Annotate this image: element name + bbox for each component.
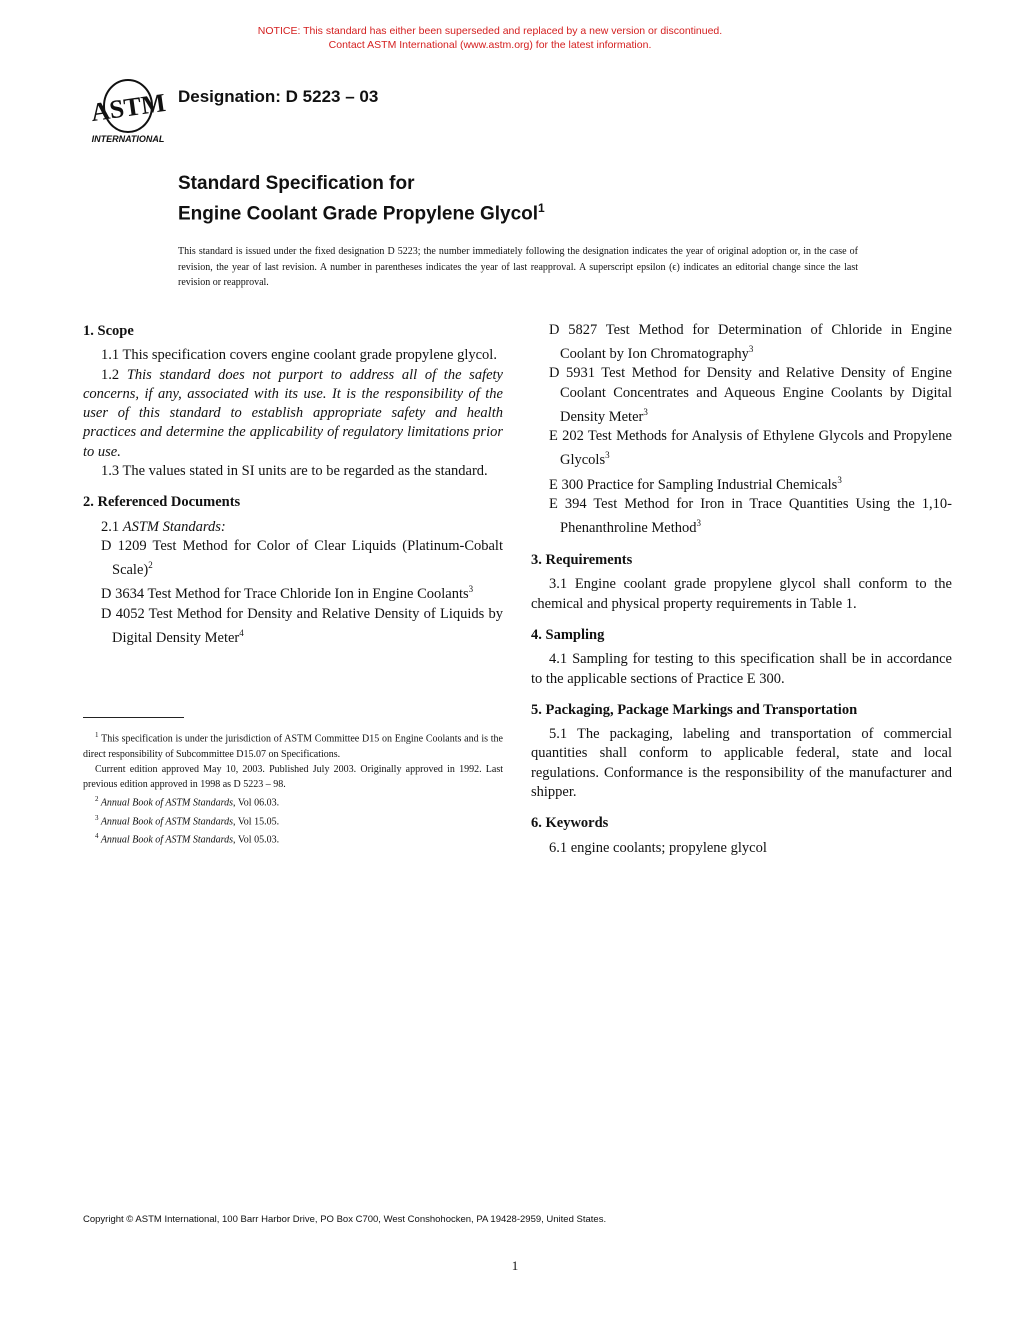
ref-d5827: D 5827 Test Method for Determination of Chloride in Engine Coolant by Ion Chromatography$^3$ [549,322,952,363]
footnote-1b: Current edition approved May 10, 2003. Published July 2003. Originally approved in 1992. Last previous edition approved in 1998 as D 5223 – 98. [83,763,503,790]
ref-e202: E 202 Test Methods for Analysis of Ethylene Glycols and Propylene Glycols$^3$ [549,428,952,469]
ref-d3634: D 3634 Test Method for Trace Chloride Ion in Engine Coolants$^3$ [101,584,474,603]
section-keywords-heading: 6. Keywords [531,815,609,832]
section-requirements-heading: 3. Requirements [531,552,633,569]
packaging-5-1: 5.1 The packaging, labeling and transportation of commercial quantities shall conform to applicable federal, state and local regulations. Conformance is the responsibility of the manufacturer and shipper. [531,726,952,801]
copyright-line: Copyright © ASTM International, 100 Barr Harbor Drive, PO Box C700, West Conshohocken, PA 19428-2959, United States. [83,1214,607,1225]
scope-1-1: 1.1 This specification covers engine coolant grade propylene glycol. [101,347,497,364]
footnote-2: $^2$ Annual Book of ASTM Standards, Vol 06.03. [95,795,280,809]
ref-e394: E 394 Test Method for Iron in Trace Quantities Using the 1,10-Phenanthroline Method$^3$ [549,495,952,536]
section-packaging-heading: 5. Packaging, Package Markings and Transportation [531,701,858,718]
section-scope-heading: 1. Scope [83,323,134,339]
footnotes [83,728,503,848]
notice-line-1: NOTICE: This standard has either been superseded and replaced by a new version or discontinued. [257,25,723,37]
requirements-3-1: 3.1 Engine coolant grade propylene glycol shall conform to the chemical and physical property requirements in Table 1. [531,576,952,612]
ref-e300: E 300 Practice for Sampling Industrial Chemicals$^3$ [549,474,842,493]
footnote-1: $^1$ This specification is under the jurisdiction of ASTM Committee D15 on Engine Coolants and is the direct responsibility of Subcommittee D15.07 on Specifications. [83,731,503,760]
page-number: 1 [511,1258,519,1273]
page-title [178,172,545,226]
title-footnote-ref: 1 [538,201,545,215]
astm-logo-letters: ASTM [88,87,168,128]
footnote-4: $^4$ Annual Book of ASTM Standards, Vol 05.03. [95,832,280,846]
scope-1-2: 1.2 This standard does not purport to address all of the safety concerns, if any, associated with its use. It is the responsibility of the user of this standard to establish appropriate safety and health practices and determine the applicability of regulatory limitations prior to use. [83,366,503,460]
ref-d4052: D 4052 Test Method for Density and Relative Density of Liquids by Digital Density Meter$^4$ [101,605,503,646]
ref-d1209: D 1209 Test Method for Color of Clear Liquids (Platinum-Cobalt Scale)$^2$ [101,537,503,579]
title-line-2: Engine Coolant Grade Propylene Glycol [178,203,539,225]
notice-line-2: Contact ASTM International (www.astm.org) for the latest information. [328,39,652,51]
logo-international-text: INTERNATIONAL [91,134,165,144]
intro-paragraph: This standard is issued under the fixed designation D 5223; the number immediately following the designation indicates the year of original adoption or, in the case of revision, the year of last revision. A number in parentheses indicates the year of last reapproval. A superscript epsilon (ϵ) indicates an editorial change since the last revision or reapproval. [178,246,858,288]
sampling-4-1: 4.1 Sampling for testing to this specification shall be in accordance to the applicable sections of Practice E 300. [531,651,952,687]
keywords-6-1: 6.1 engine coolants; propylene glycol [549,839,767,856]
title-line-1: Standard Specification for [178,173,415,194]
left-column [83,322,503,648]
section-sampling-heading: 4. Sampling [531,627,605,643]
scope-1-3: 1.3 The values stated in SI units are to be regarded as the standard. [101,463,488,480]
section-referenced-heading: 2. Referenced Documents [83,494,241,511]
ref-d5931: D 5931 Test Method for Density and Relative Density of Engine Coolant Concentrates and Aqueous Engine Coolants by Digital Density Meter$^3$ [549,365,952,425]
right-column [531,321,952,858]
footnote-divider [83,717,184,718]
astm-standards-label: 2.1 ASTM Standards: [101,518,226,535]
designation: Designation: D 5223 – 03 [178,87,379,106]
footnote-3: $^3$ Annual Book of ASTM Standards, Vol 15.05. [95,813,280,827]
